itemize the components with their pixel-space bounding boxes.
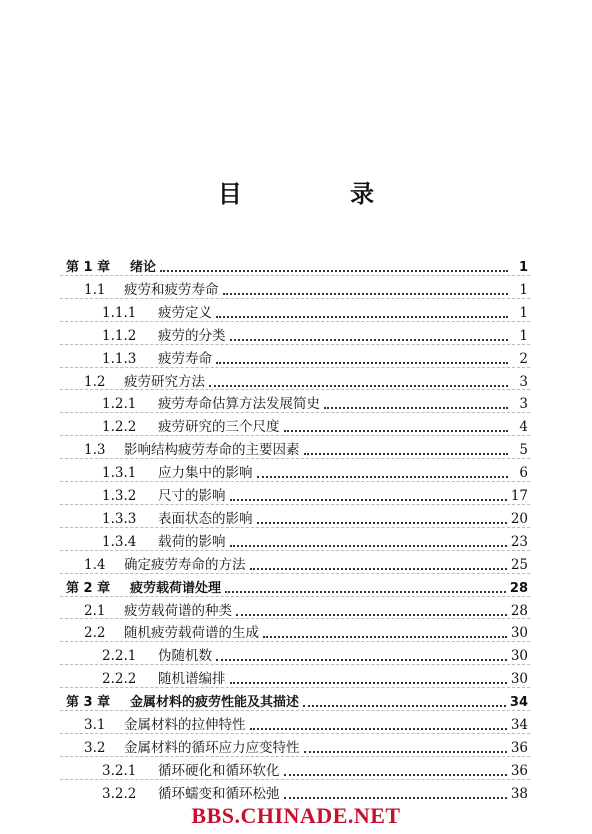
toc-entry-page: 1 [518,260,528,275]
toc-entry-number: 1.3 [84,442,106,459]
toc-entry-page: 20 [510,510,528,527]
toc-leader-dots [223,292,509,295]
toc-leader-dots [324,406,508,409]
toc-leader-dots [160,269,508,272]
toc-leader-dots [263,635,507,638]
toc-entry-page: 6 [519,465,528,482]
toc-entry[interactable] [84,551,528,573]
toc-entry-number: 3.2.1 [102,762,137,779]
toc-entry-number: 1.4 [84,556,106,573]
toc-entry-page: 34 [510,717,528,733]
toc-entry-title: 疲劳和疲劳寿命 [124,281,219,298]
toc-leader-dots [284,773,507,776]
toc-entry-page: 30 [510,625,528,642]
toc-entry-page: 17 [510,488,528,504]
toc-entry-title: 金属材料的循环应力应变特性 [124,739,300,756]
toc-leader-dots [250,727,507,730]
toc-entry[interactable] [102,505,528,527]
toc-entry-page: 3 [519,396,528,413]
toc-entry-number: 1.3.3 [102,510,137,527]
toc-entry[interactable] [102,299,528,321]
toc-entry[interactable] [66,574,528,596]
watermark: BBS.CHINADE.NET [191,803,401,828]
toc-entry-page: 5 [519,442,528,459]
toc-entry-title: 疲劳研究的三个尺度 [158,419,280,436]
toc-entry[interactable] [84,619,528,641]
toc-leader-dots [284,796,507,799]
toc-entry-page: 34 [509,695,528,711]
toc-leader-dots [303,704,506,707]
toc-entry-page: 2 [519,350,528,367]
toc-entry-page: 3 [519,373,528,390]
toc-entry[interactable] [66,253,528,275]
toc-leader-dots [216,315,508,318]
toc-entry[interactable] [102,390,528,412]
toc-leader-dots [304,452,509,455]
toc-entry-number: 3.1 [84,717,106,733]
toc-entry[interactable] [102,322,528,344]
toc-entry-number: 1.3.1 [102,465,137,482]
toc-entry-title: 金属材料的疲劳性能及其描述 [130,695,300,711]
toc-entry-title: 尺寸的影响 [158,488,226,504]
toc-entry-title: 疲劳载荷谱的种类 [124,602,232,619]
toc-entry-number: 1.2.1 [102,396,137,413]
toc-entry-page: 4 [519,419,528,436]
page-title: 目 录 [217,180,425,208]
toc-entry[interactable] [84,436,528,458]
toc-entry-number: 1.1.2 [102,327,137,344]
toc-entry-title: 疲劳寿命 [158,350,212,367]
toc-leader-dots [284,429,509,432]
toc-entry-page: 30 [510,671,528,688]
toc-leader-dots [209,384,508,387]
toc-entry-number: 1.3.2 [102,488,137,504]
toc-entry-title: 疲劳载荷谱处理 [130,580,222,596]
toc-leader-dots [257,521,507,524]
toc-entry-page: 28 [510,602,528,619]
toc-entry[interactable] [102,459,528,481]
toc-entry-title: 载荷的影响 [158,533,226,550]
toc-entry-title: 循环硬化和循环软化 [158,762,280,779]
toc-entry-number: 2.2.2 [102,671,137,688]
toc-entry-page: 25 [510,556,528,573]
toc-entry-page: 30 [510,648,528,665]
toc-entry-number: 3.2.2 [102,785,137,802]
toc-entry-page: 38 [510,785,528,802]
toc-entry[interactable] [102,528,528,550]
toc-entry[interactable] [84,368,528,390]
toc-entry-page: 1 [519,304,528,321]
toc-entry-number: 1.2 [84,373,106,390]
toc-leader-dots [230,544,507,547]
toc-entry[interactable] [84,276,528,298]
toc-entry[interactable] [102,482,528,504]
toc-entry-number: 2.1 [84,602,106,619]
toc-entry-number: 3.2 [84,739,106,756]
toc-entry-page: 23 [510,533,528,550]
toc-entry-number: 第 3 章 [66,695,111,711]
toc-entry-number: 2.2 [84,625,106,642]
toc-entry-title: 影响结构疲劳寿命的主要因素 [124,442,300,459]
toc-leader-dots [216,361,508,364]
toc-leader-dots [230,498,507,501]
toc-entry-title: 确定疲劳寿命的方法 [124,556,246,573]
toc-entry-title: 疲劳的分类 [158,327,226,344]
toc-leader-dots [250,567,507,570]
toc-entry-number: 1.1.3 [102,350,137,367]
toc-entry[interactable] [102,345,528,367]
toc-entry[interactable] [102,757,528,779]
toc-entry[interactable] [102,780,528,802]
toc-entry-page: 28 [509,580,528,596]
toc-entry-page: 36 [510,762,528,779]
toc-entry-page: 36 [510,739,528,756]
toc-entry-number: 1.2.2 [102,419,137,436]
toc-entry-title: 伪随机数 [158,648,212,665]
toc-leader-dots [230,681,507,684]
toc-entry-number: 第 1 章 [66,260,111,275]
toc-entry-title: 绪论 [130,260,157,275]
toc-entry-title: 表面状态的影响 [158,510,253,527]
toc-entry-title: 应力集中的影响 [158,465,253,482]
toc-entry-title: 金属材料的拉伸特性 [124,717,246,733]
toc-entry-title: 疲劳寿命估算方法发展简史 [158,396,320,413]
toc-entry-number: 第 2 章 [66,580,111,596]
toc-entry-number: 1.1 [84,281,106,298]
toc-leader-dots [257,475,509,478]
toc-entry-number: 1.3.4 [102,533,137,550]
toc-leader-dots [304,750,507,753]
toc-entry-number: 2.2.1 [102,648,137,665]
toc-entry[interactable] [84,734,528,756]
toc-entry-page: 1 [519,327,528,344]
toc-entry[interactable] [66,688,528,710]
toc-entry[interactable] [84,711,528,733]
toc-entry-number: 1.1.1 [102,304,137,321]
toc-entry-title: 疲劳定义 [158,304,212,321]
toc-entry-title: 随机疲劳载荷谱的生成 [124,625,259,642]
toc-entry[interactable] [102,665,528,687]
toc-leader-dots [236,613,507,616]
toc-entry-page: 1 [519,281,528,298]
toc-entry-title: 随机谱编排 [158,671,226,688]
toc-entry[interactable] [102,413,528,435]
toc-leader-dots [230,338,509,341]
toc-entry-title: 疲劳研究方法 [124,373,205,390]
toc-leader-dots [225,590,506,593]
toc-entry-title: 循环蠕变和循环松弛 [158,785,280,802]
toc-leader-dots [216,658,507,661]
toc-entry[interactable] [84,597,528,619]
toc-entry[interactable] [102,642,528,664]
